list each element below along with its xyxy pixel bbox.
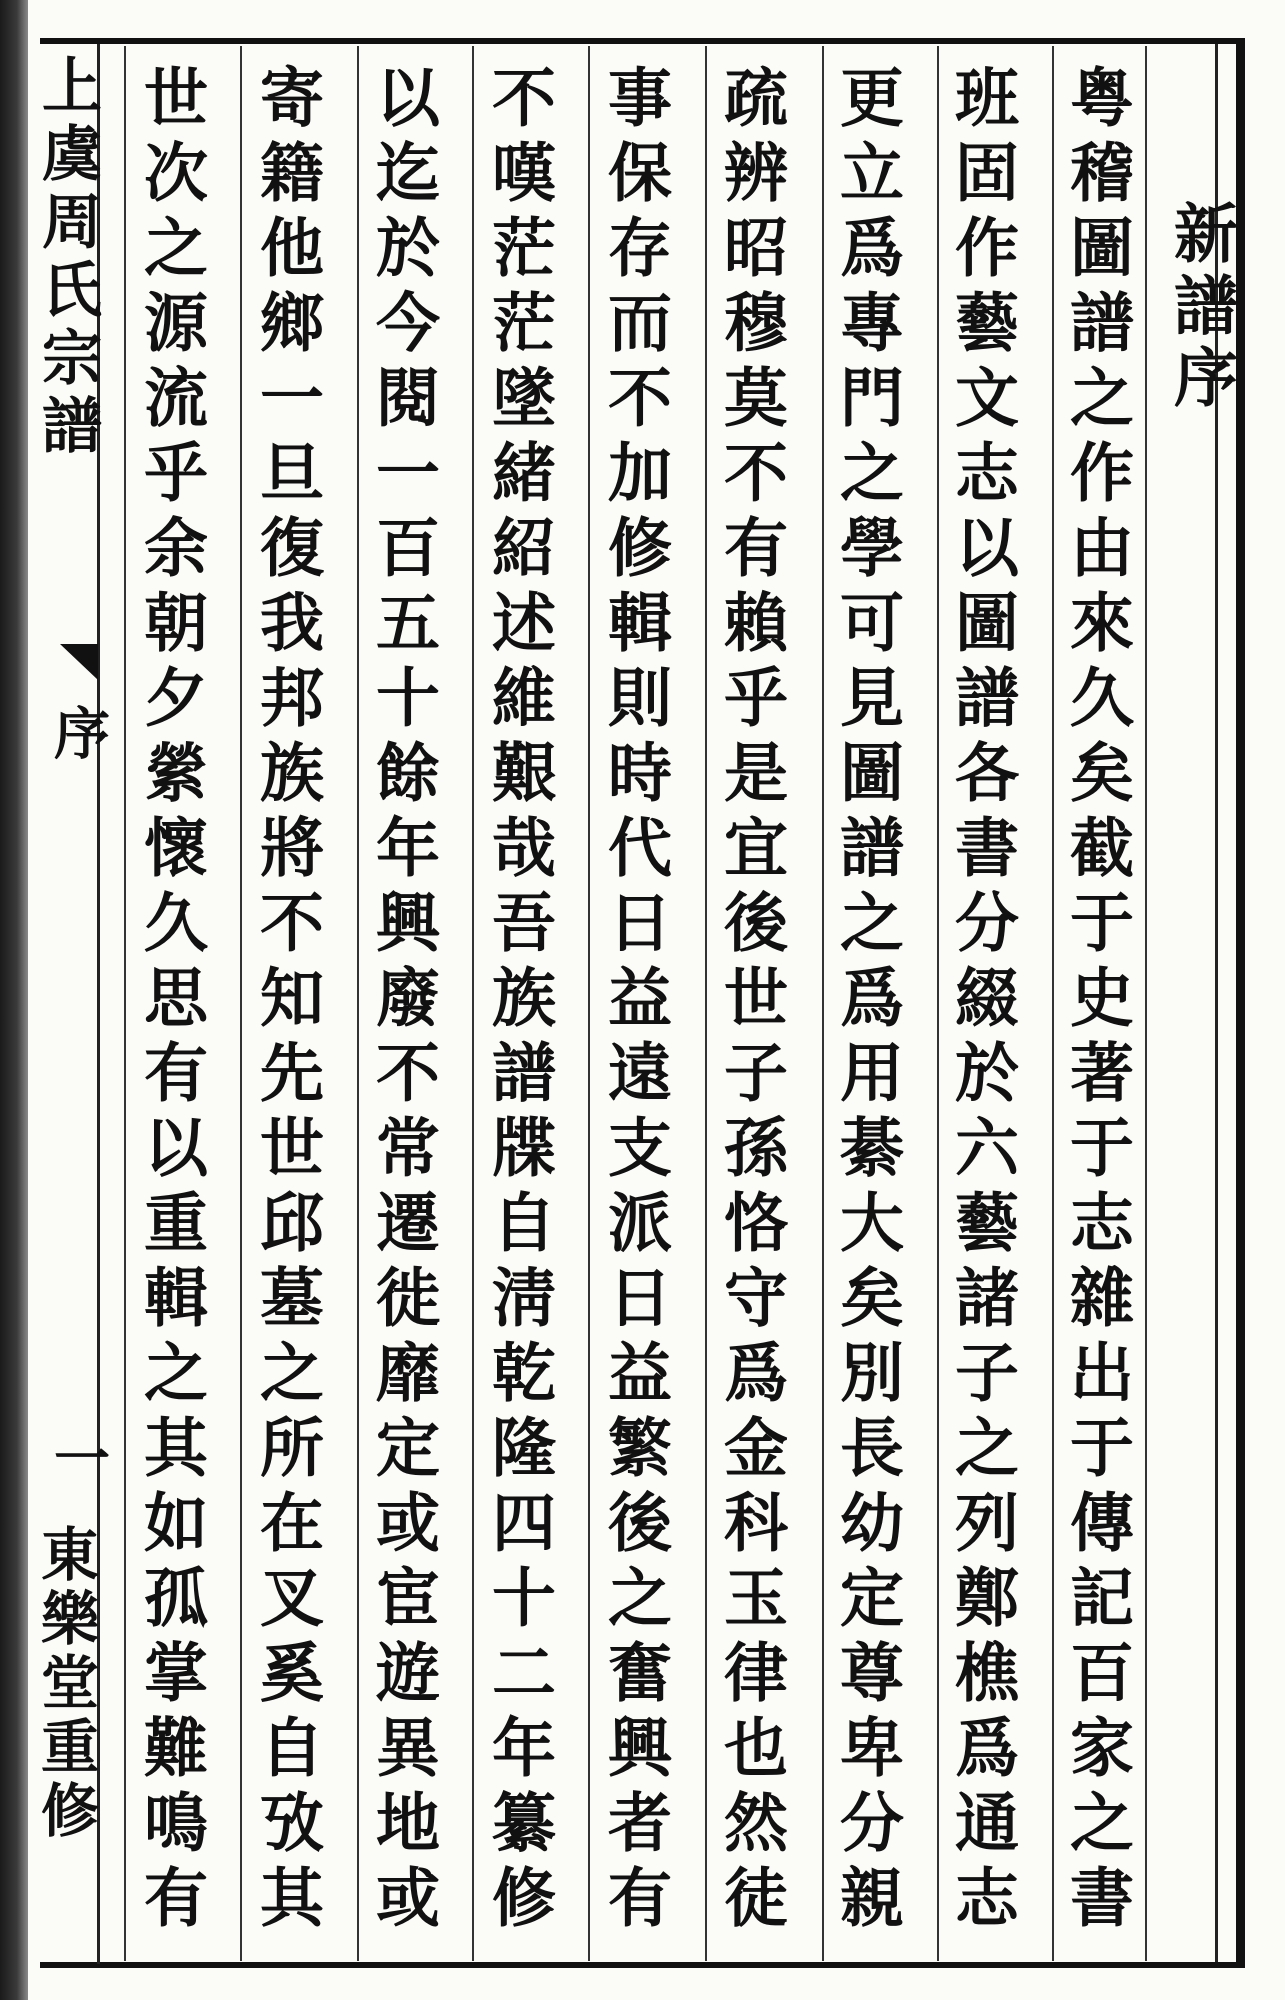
preface-title: 新譜序 (1163, 200, 1238, 416)
text-column: 世次之源流乎余朝夕縈懷久思有以重輯之其如孤掌難鳴有 (133, 64, 208, 1939)
text-column: 粤稽圖譜之作由來久矣截于史著于志雜出于傳記百家之書 (1059, 64, 1134, 1939)
text-column: 更立爲專門之學可見圖譜之爲用綦大矣別長幼定尊卑分親 (829, 64, 904, 1939)
banxin-section-label: 序 (45, 704, 111, 760)
text-column: 寄籍他鄉一旦復我邦族將不知先世邱墓之所在叉奚自攷其 (249, 64, 324, 1939)
banxin-center-strip (30, 44, 111, 1964)
book-binding-edge (0, 0, 28, 2000)
banxin-hall-name: 東樂堂重修 (31, 1524, 99, 1844)
text-column: 不嘆茫茫墜緒紹述維艱哉吾族譜牒自淸乾隆四十二年纂修 (481, 64, 556, 1939)
text-column: 疏辨昭穆莫不有賴乎是宜後世子孫恪守爲金科玉律也然徒 (713, 64, 788, 1939)
text-column: 班固作藝文志以圖譜各書分綴於六藝諸子之列鄭樵爲通志 (944, 64, 1019, 1939)
banxin-book-title: 上虞周氏宗譜 (32, 54, 102, 462)
text-column: 事保存而不加修輯則時代日益遠支派日益繁後之奮興者有 (597, 64, 672, 1939)
banxin-page-number: 一 (45, 1429, 111, 1485)
fish-tail-icon (60, 644, 98, 680)
text-column: 以迄於今閱一百五十餘年興廢不常遷徙靡定或宦遊異地或 (365, 64, 440, 1939)
